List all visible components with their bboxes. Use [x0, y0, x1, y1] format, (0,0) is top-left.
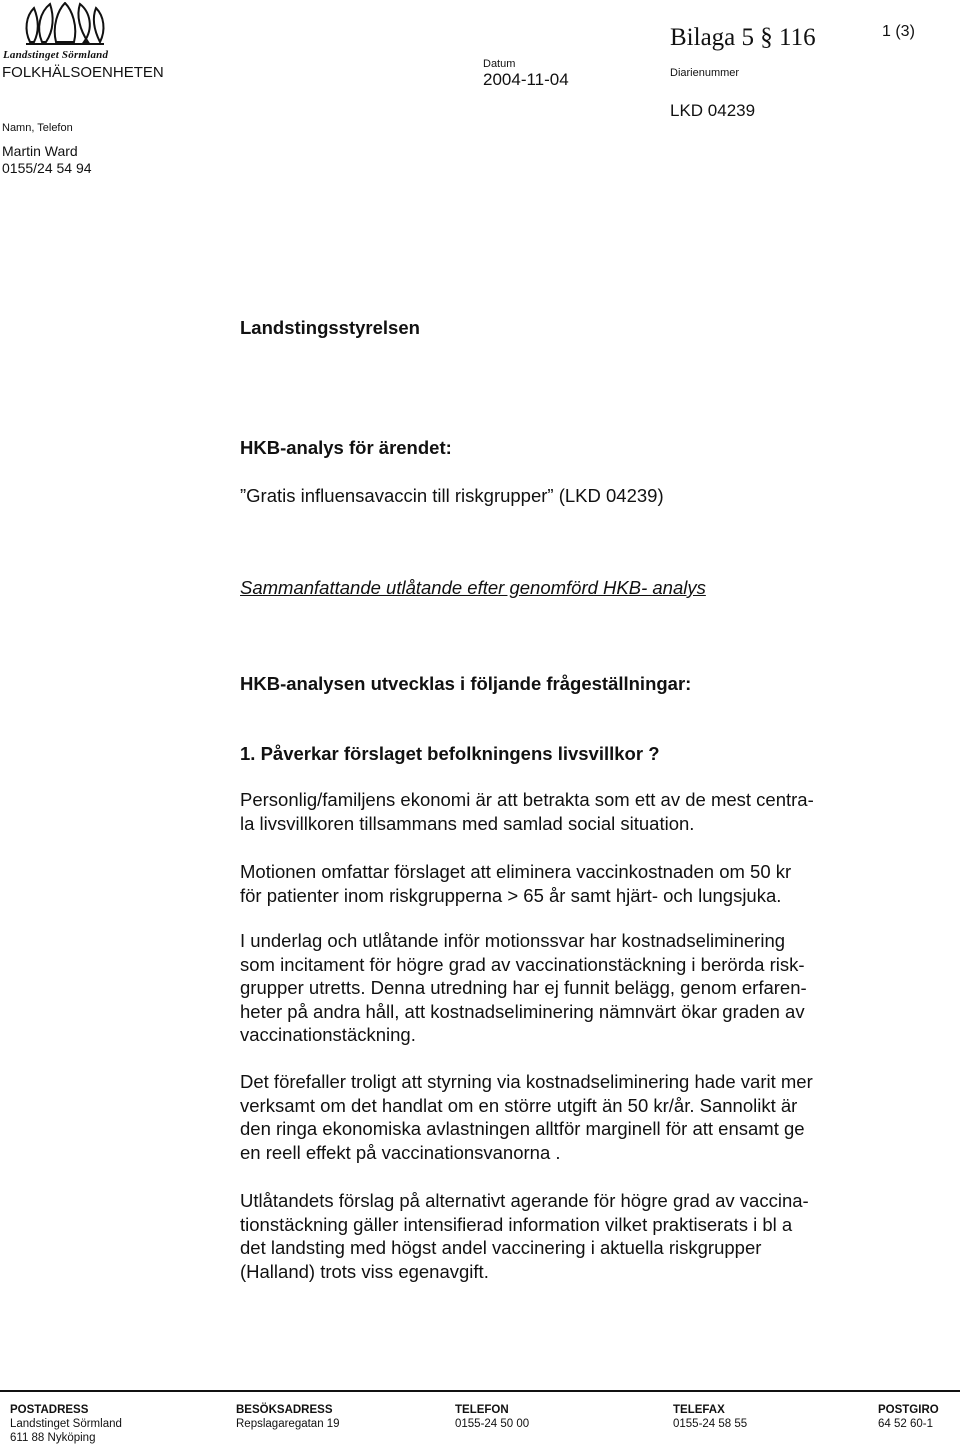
footer-telefon-label: TELEFON	[455, 1404, 509, 1416]
paragraph-line: Utlåtandets förslag på alternativt agerande för högre grad av vaccina-	[240, 1190, 809, 1211]
paragraph-line: det landsting med högst andel vaccinering i aktuella riskgrupper	[240, 1237, 762, 1258]
footer-telefax-label: TELEFAX	[673, 1404, 725, 1416]
paragraph-line: I underlag och utlåtande inför motionssvar har kostnadseliminering	[240, 930, 786, 951]
paragraph-line: en reell effekt på vaccinationsvanorna .	[240, 1141, 561, 1163]
footer-postadress-line2: 611 88 Nyköping	[10, 1432, 96, 1444]
question-1: 1. Påverkar förslaget befolkningens livsvillkor ?	[240, 743, 660, 764]
footer-telefon-value: 0155-24 50 00	[455, 1418, 530, 1430]
analysis-subject: ”Gratis influensavaccin till riskgrupper” (LKD 04239)	[240, 485, 664, 506]
footer-telefax-value: 0155-24 58 55	[673, 1418, 748, 1430]
diarie-value: LKD 04239	[670, 101, 756, 120]
footer-postgiro-value: 64 52 60-1	[878, 1418, 933, 1430]
contact-name: Martin Ward	[2, 143, 78, 159]
footer-postadress	[10, 1403, 122, 1445]
summary-heading: Sammanfattande utlåtande efter genomförd HKB- analys	[240, 577, 706, 598]
paragraph-line: la livsvillkoren tillsammans med samlad social situation.	[240, 812, 695, 834]
paragraph-line: verksamt om det handlat om en större utgift än 50 kr/år. Sannolikt är	[240, 1094, 798, 1116]
date-label: Datum	[483, 58, 516, 70]
diarie-label: Diarienummer	[670, 67, 740, 79]
paragraph-economy	[240, 788, 880, 835]
bilaga-reference: Bilaga 5 § 116	[670, 24, 816, 51]
paragraph-line: som incitament för högre grad av vaccinationstäckning i berörda risk-	[240, 953, 805, 975]
analysis-title: HKB-analys för ärendet:	[240, 437, 452, 458]
footer-divider	[0, 1390, 960, 1392]
paragraph-line: Det förefaller troligt att styrning via kostnadseliminering hade varit mer	[240, 1071, 813, 1092]
paragraph-underlag	[240, 929, 880, 1047]
contact-phone: 0155/24 54 94	[2, 160, 92, 176]
footer-postadress-line1: Landstinget Sörmland	[10, 1418, 122, 1430]
page-number: 1 (3)	[882, 23, 915, 40]
paragraph-line: grupper utretts. Denna utredning har ej funnit belägg, genom erfaren-	[240, 977, 807, 998]
footer-telefon	[455, 1403, 529, 1431]
contact-label: Namn, Telefon	[2, 122, 73, 134]
footer-besoksadress	[236, 1403, 340, 1431]
paragraph-motion	[240, 860, 880, 907]
date-value: 2004-11-04	[483, 70, 569, 89]
footer-besoksadress-value: Repslagaregatan 19	[236, 1418, 340, 1430]
paragraph-styrning	[240, 1070, 880, 1164]
paragraph-line: Personlig/familjens ekonomi är att betrakta som ett av de mest centra-	[240, 789, 814, 810]
paragraph-line: heter på andra håll, att kostnadseliminering nämnvärt ökar graden av	[240, 1000, 805, 1022]
paragraph-line: den ringa ekonomiska avlastningen alltför marginell för att ensamt ge	[240, 1118, 805, 1139]
landstinget-logo-icon	[22, 2, 108, 48]
paragraph-line: Motionen omfattar förslaget att eliminera vaccinkostnaden om 50 kr	[240, 861, 792, 882]
footer-telefax	[673, 1403, 747, 1431]
recipient: Landstingsstyrelsen	[240, 317, 420, 338]
intro-heading: HKB-analysen utvecklas i följande frågeställningar:	[240, 673, 692, 694]
paragraph-line: tionstäckning gäller intensifierad information vilket praktiserats i bl a	[240, 1213, 793, 1235]
footer-postgiro	[878, 1403, 939, 1431]
footer-postgiro-label: POSTGIRO	[878, 1404, 939, 1416]
org-name: Landstinget Sörmland	[3, 49, 109, 61]
paragraph-line: vaccinationstäckning.	[240, 1024, 416, 1045]
footer-postadress-label: POSTADRESS	[10, 1404, 89, 1416]
paragraph-alternativ	[240, 1189, 880, 1283]
department: FOLKHÄLSOENHETEN	[2, 64, 164, 81]
paragraph-line: (Halland) trots viss egenavgift.	[240, 1260, 489, 1282]
paragraph-line: för patienter inom riskgrupperna > 65 år samt hjärt- och lungsjuka.	[240, 884, 782, 906]
footer-besoksadress-label: BESÖKSADRESS	[236, 1404, 333, 1416]
